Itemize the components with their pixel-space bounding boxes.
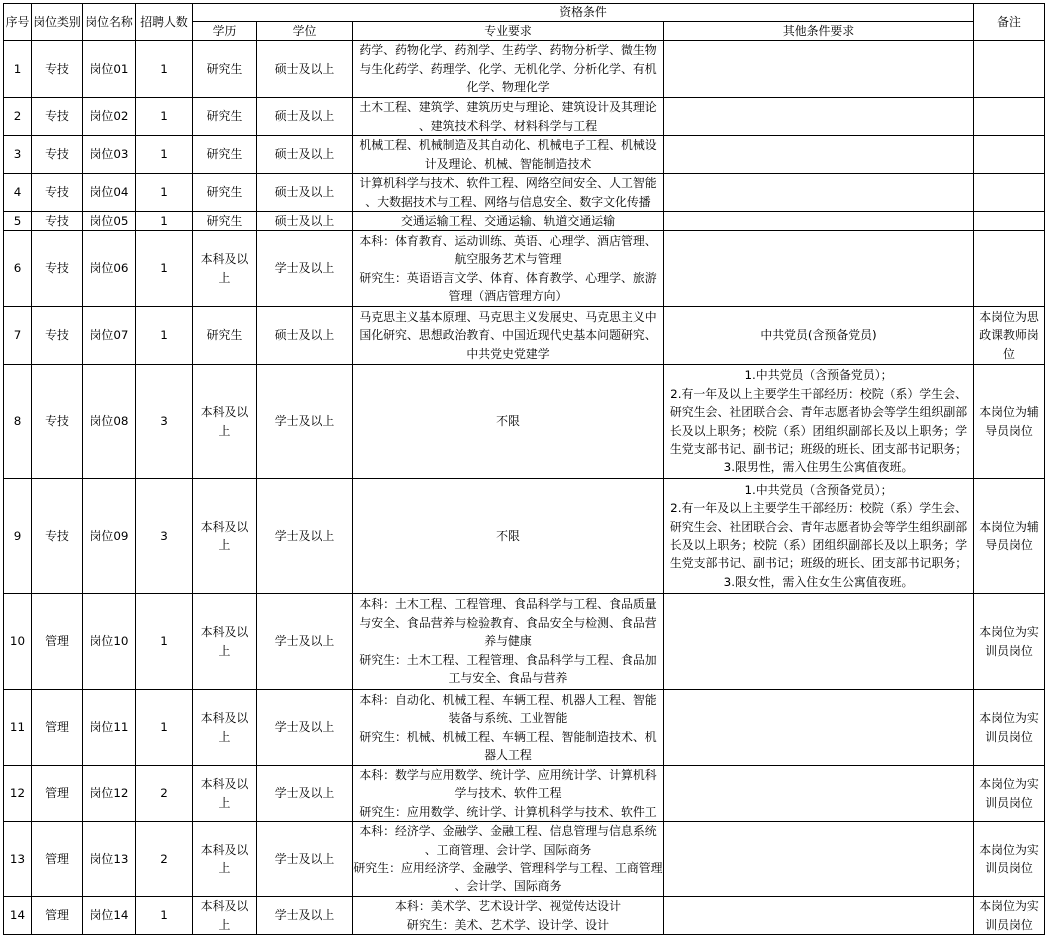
cell-major-requirement: 本科：土木工程、工程管理、食品科学与工程、食品质量 与安全、食品营养与检验教育、食品安全与检测、食品营 养与健康 研究生：土木工程、工程管理、食品科学与工程、食品加 工与安全、食品与营养 — [353, 594, 664, 690]
cell-serial-number: 12 — [4, 766, 32, 822]
cell-post-category: 专技 — [32, 174, 83, 212]
cell-post-name: 岗位03 — [83, 136, 136, 174]
cell-major-requirement: 不限 — [353, 479, 664, 594]
cell-education: 本科及以上 — [193, 897, 257, 935]
cell-remark — [974, 136, 1045, 174]
cell-other-requirement — [664, 822, 974, 897]
cell-other-requirement: 1.中共党员（含预备党员）； 2.有一年及以上主要学生干部经历：校院（系）学生会、 研究生会、社团联合会、青年志愿者协会等学生组织副部 长及以上职务；校院（系）团组织副部长及以上职务；学 生党支部书记、副书记；班级的班长、团支部书记职务； 3.限男性，需入住男生公寓值夜班。 — [664, 365, 974, 479]
cell-serial-number: 5 — [4, 212, 32, 231]
cell-post-name: 岗位06 — [83, 231, 136, 307]
cell-remark: 本岗位为实训员岗位 — [974, 690, 1045, 766]
cell-post-category: 专技 — [32, 365, 83, 479]
cell-education: 研究生 — [193, 98, 257, 136]
cell-post-name: 岗位08 — [83, 365, 136, 479]
cell-major-requirement: 本科：自动化、机械工程、车辆工程、机器人工程、智能 装备与系统、工业智能 研究生：机械、机械工程、车辆工程、智能制造技术、机 器人工程 — [353, 690, 664, 766]
cell-education: 研究生 — [193, 212, 257, 231]
cell-remark — [974, 231, 1045, 307]
cell-post-category: 管理 — [32, 897, 83, 935]
cell-major-requirement: 马克思主义基本原理、马克思主义发展史、马克思主义中 国化研究、思想政治教育、中国近现代史基本问题研究、 中共党史党建学 — [353, 307, 664, 365]
cell-degree: 学士及以上 — [257, 231, 353, 307]
cell-degree: 硕士及以上 — [257, 98, 353, 136]
cell-education: 研究生 — [193, 307, 257, 365]
cell-degree: 学士及以上 — [257, 690, 353, 766]
cell-major-requirement: 本科：数学与应用数学、统计学、应用统计学、计算机科 学与技术、软件工程 研究生：应用数学、统计学、计算机科学与技术、软件工 — [353, 766, 664, 822]
cell-major-requirement: 计算机科学与技术、软件工程、网络空间安全、人工智能 、大数据技术与工程、网络与信息安全、数字文化传播 — [353, 174, 664, 212]
cell-degree: 硕士及以上 — [257, 307, 353, 365]
cell-post-category: 管理 — [32, 822, 83, 897]
cell-serial-number: 4 — [4, 174, 32, 212]
cell-other-requirement: 中共党员(含预备党员) — [664, 307, 974, 365]
header-other-requirement: 其他条件要求 — [664, 22, 974, 41]
cell-serial-number: 6 — [4, 231, 32, 307]
cell-post-name: 岗位01 — [83, 41, 136, 98]
cell-post-name: 岗位11 — [83, 690, 136, 766]
cell-post-category: 管理 — [32, 594, 83, 690]
cell-major-requirement: 土木工程、建筑学、建筑历史与理论、建筑设计及其理论 、建筑技术科学、材料科学与工程 — [353, 98, 664, 136]
cell-major-requirement: 交通运输工程、交通运输、轨道交通运输 — [353, 212, 664, 231]
header-major-requirement: 专业要求 — [353, 22, 664, 41]
cell-hiring-count: 2 — [136, 822, 193, 897]
cell-post-name: 岗位05 — [83, 212, 136, 231]
cell-hiring-count: 1 — [136, 136, 193, 174]
cell-education: 本科及以上 — [193, 231, 257, 307]
cell-post-name: 岗位12 — [83, 766, 136, 822]
cell-major-requirement: 本科：美术学、艺术设计学、视觉传达设计 研究生：美术、艺术学、设计学、设计 — [353, 897, 664, 935]
cell-remark — [974, 212, 1045, 231]
cell-post-name: 岗位14 — [83, 897, 136, 935]
cell-hiring-count: 3 — [136, 365, 193, 479]
cell-major-requirement: 机械工程、机械制造及其自动化、机械电子工程、机械设 计及理论、机械、智能制造技术 — [353, 136, 664, 174]
header-degree: 学位 — [257, 22, 353, 41]
cell-remark — [974, 174, 1045, 212]
cell-degree: 学士及以上 — [257, 822, 353, 897]
cell-other-requirement — [664, 766, 974, 822]
cell-degree: 硕士及以上 — [257, 174, 353, 212]
cell-remark: 本岗位为思政课教师岗位 — [974, 307, 1045, 365]
header-hiring-count: 招聘人数 — [136, 4, 193, 41]
cell-major-requirement: 本科：体育教育、运动训练、英语、心理学、酒店管理、 航空服务艺术与管理 研究生：英语语言文学、体育、体育教学、心理学、旅游 管理（酒店管理方向） — [353, 231, 664, 307]
cell-other-requirement — [664, 98, 974, 136]
header-serial-number: 序号 — [4, 4, 32, 41]
cell-serial-number: 1 — [4, 41, 32, 98]
cell-other-requirement — [664, 897, 974, 935]
cell-remark — [974, 98, 1045, 136]
cell-other-requirement — [664, 41, 974, 98]
cell-other-requirement — [664, 174, 974, 212]
recruitment-table — [3, 3, 1045, 935]
cell-education: 研究生 — [193, 174, 257, 212]
cell-serial-number: 3 — [4, 136, 32, 174]
cell-post-category: 管理 — [32, 766, 83, 822]
cell-other-requirement: 1.中共党员（含预备党员）； 2.有一年及以上主要学生干部经历：校院（系）学生会、 研究生会、社团联合会、青年志愿者协会等学生组织副部 长及以上职务；校院（系）团组织副部长及以上职务；学 生党支部书记、副书记；班级的班长、团支部书记职务； 3.限女性，需入住女生公寓值夜班。 — [664, 479, 974, 594]
cell-hiring-count: 1 — [136, 212, 193, 231]
cell-remark: 本岗位为辅导员岗位 — [974, 479, 1045, 594]
cell-serial-number: 13 — [4, 822, 32, 897]
cell-remark: 本岗位为辅导员岗位 — [974, 365, 1045, 479]
cell-other-requirement — [664, 594, 974, 690]
cell-degree: 学士及以上 — [257, 897, 353, 935]
cell-post-name: 岗位09 — [83, 479, 136, 594]
cell-hiring-count: 1 — [136, 231, 193, 307]
cell-hiring-count: 1 — [136, 897, 193, 935]
cell-post-category: 专技 — [32, 136, 83, 174]
cell-hiring-count: 1 — [136, 594, 193, 690]
cell-remark: 本岗位为实训员岗位 — [974, 822, 1045, 897]
cell-remark: 本岗位为实训员岗位 — [974, 594, 1045, 690]
cell-education: 研究生 — [193, 136, 257, 174]
cell-post-category: 专技 — [32, 41, 83, 98]
cell-hiring-count: 1 — [136, 690, 193, 766]
cell-major-requirement: 药学、药物化学、药剂学、生药学、药物分析学、微生物 与生化药学、药理学、化学、无机化学、分析化学、有机 化学、物理化学 — [353, 41, 664, 98]
cell-degree: 硕士及以上 — [257, 136, 353, 174]
cell-hiring-count: 1 — [136, 174, 193, 212]
cell-education: 本科及以上 — [193, 690, 257, 766]
cell-serial-number: 7 — [4, 307, 32, 365]
cell-hiring-count: 3 — [136, 479, 193, 594]
cell-other-requirement — [664, 231, 974, 307]
cell-serial-number: 11 — [4, 690, 32, 766]
cell-education: 本科及以上 — [193, 479, 257, 594]
cell-hiring-count: 1 — [136, 307, 193, 365]
cell-degree: 学士及以上 — [257, 365, 353, 479]
cell-education: 本科及以上 — [193, 766, 257, 822]
cell-post-name: 岗位02 — [83, 98, 136, 136]
cell-serial-number: 2 — [4, 98, 32, 136]
cell-serial-number: 9 — [4, 479, 32, 594]
cell-education: 本科及以上 — [193, 365, 257, 479]
cell-post-category: 专技 — [32, 231, 83, 307]
cell-remark: 本岗位为实训员岗位 — [974, 897, 1045, 935]
header-remark: 备注 — [974, 4, 1045, 41]
cell-serial-number: 14 — [4, 897, 32, 935]
cell-post-category: 专技 — [32, 479, 83, 594]
cell-post-category: 管理 — [32, 690, 83, 766]
cell-degree: 学士及以上 — [257, 479, 353, 594]
cell-hiring-count: 1 — [136, 41, 193, 98]
cell-degree: 学士及以上 — [257, 594, 353, 690]
cell-post-name: 岗位07 — [83, 307, 136, 365]
cell-major-requirement: 不限 — [353, 365, 664, 479]
cell-post-category: 专技 — [32, 307, 83, 365]
cell-degree: 硕士及以上 — [257, 212, 353, 231]
cell-serial-number: 8 — [4, 365, 32, 479]
cell-post-name: 岗位13 — [83, 822, 136, 897]
cell-degree: 学士及以上 — [257, 766, 353, 822]
header-qualifications: 资格条件 — [193, 4, 974, 22]
cell-post-name: 岗位10 — [83, 594, 136, 690]
cell-post-category: 专技 — [32, 98, 83, 136]
header-post-category: 岗位类别 — [32, 4, 83, 41]
cell-serial-number: 10 — [4, 594, 32, 690]
cell-post-category: 专技 — [32, 212, 83, 231]
header-post-name: 岗位名称 — [83, 4, 136, 41]
cell-education: 本科及以上 — [193, 594, 257, 690]
cell-hiring-count: 2 — [136, 766, 193, 822]
cell-other-requirement — [664, 136, 974, 174]
cell-remark: 本岗位为实训员岗位 — [974, 766, 1045, 822]
cell-post-name: 岗位04 — [83, 174, 136, 212]
cell-other-requirement — [664, 690, 974, 766]
cell-education: 研究生 — [193, 41, 257, 98]
cell-hiring-count: 1 — [136, 98, 193, 136]
cell-education: 本科及以上 — [193, 822, 257, 897]
cell-major-requirement: 本科：经济学、金融学、金融工程、信息管理与信息系统 、工商管理、会计学、国际商务 研究生：应用经济学、金融学、管理科学与工程、工商管理 、会计学、国际商务 — [353, 822, 664, 897]
cell-remark — [974, 41, 1045, 98]
cell-other-requirement — [664, 212, 974, 231]
cell-degree: 硕士及以上 — [257, 41, 353, 98]
header-education: 学历 — [193, 22, 257, 41]
